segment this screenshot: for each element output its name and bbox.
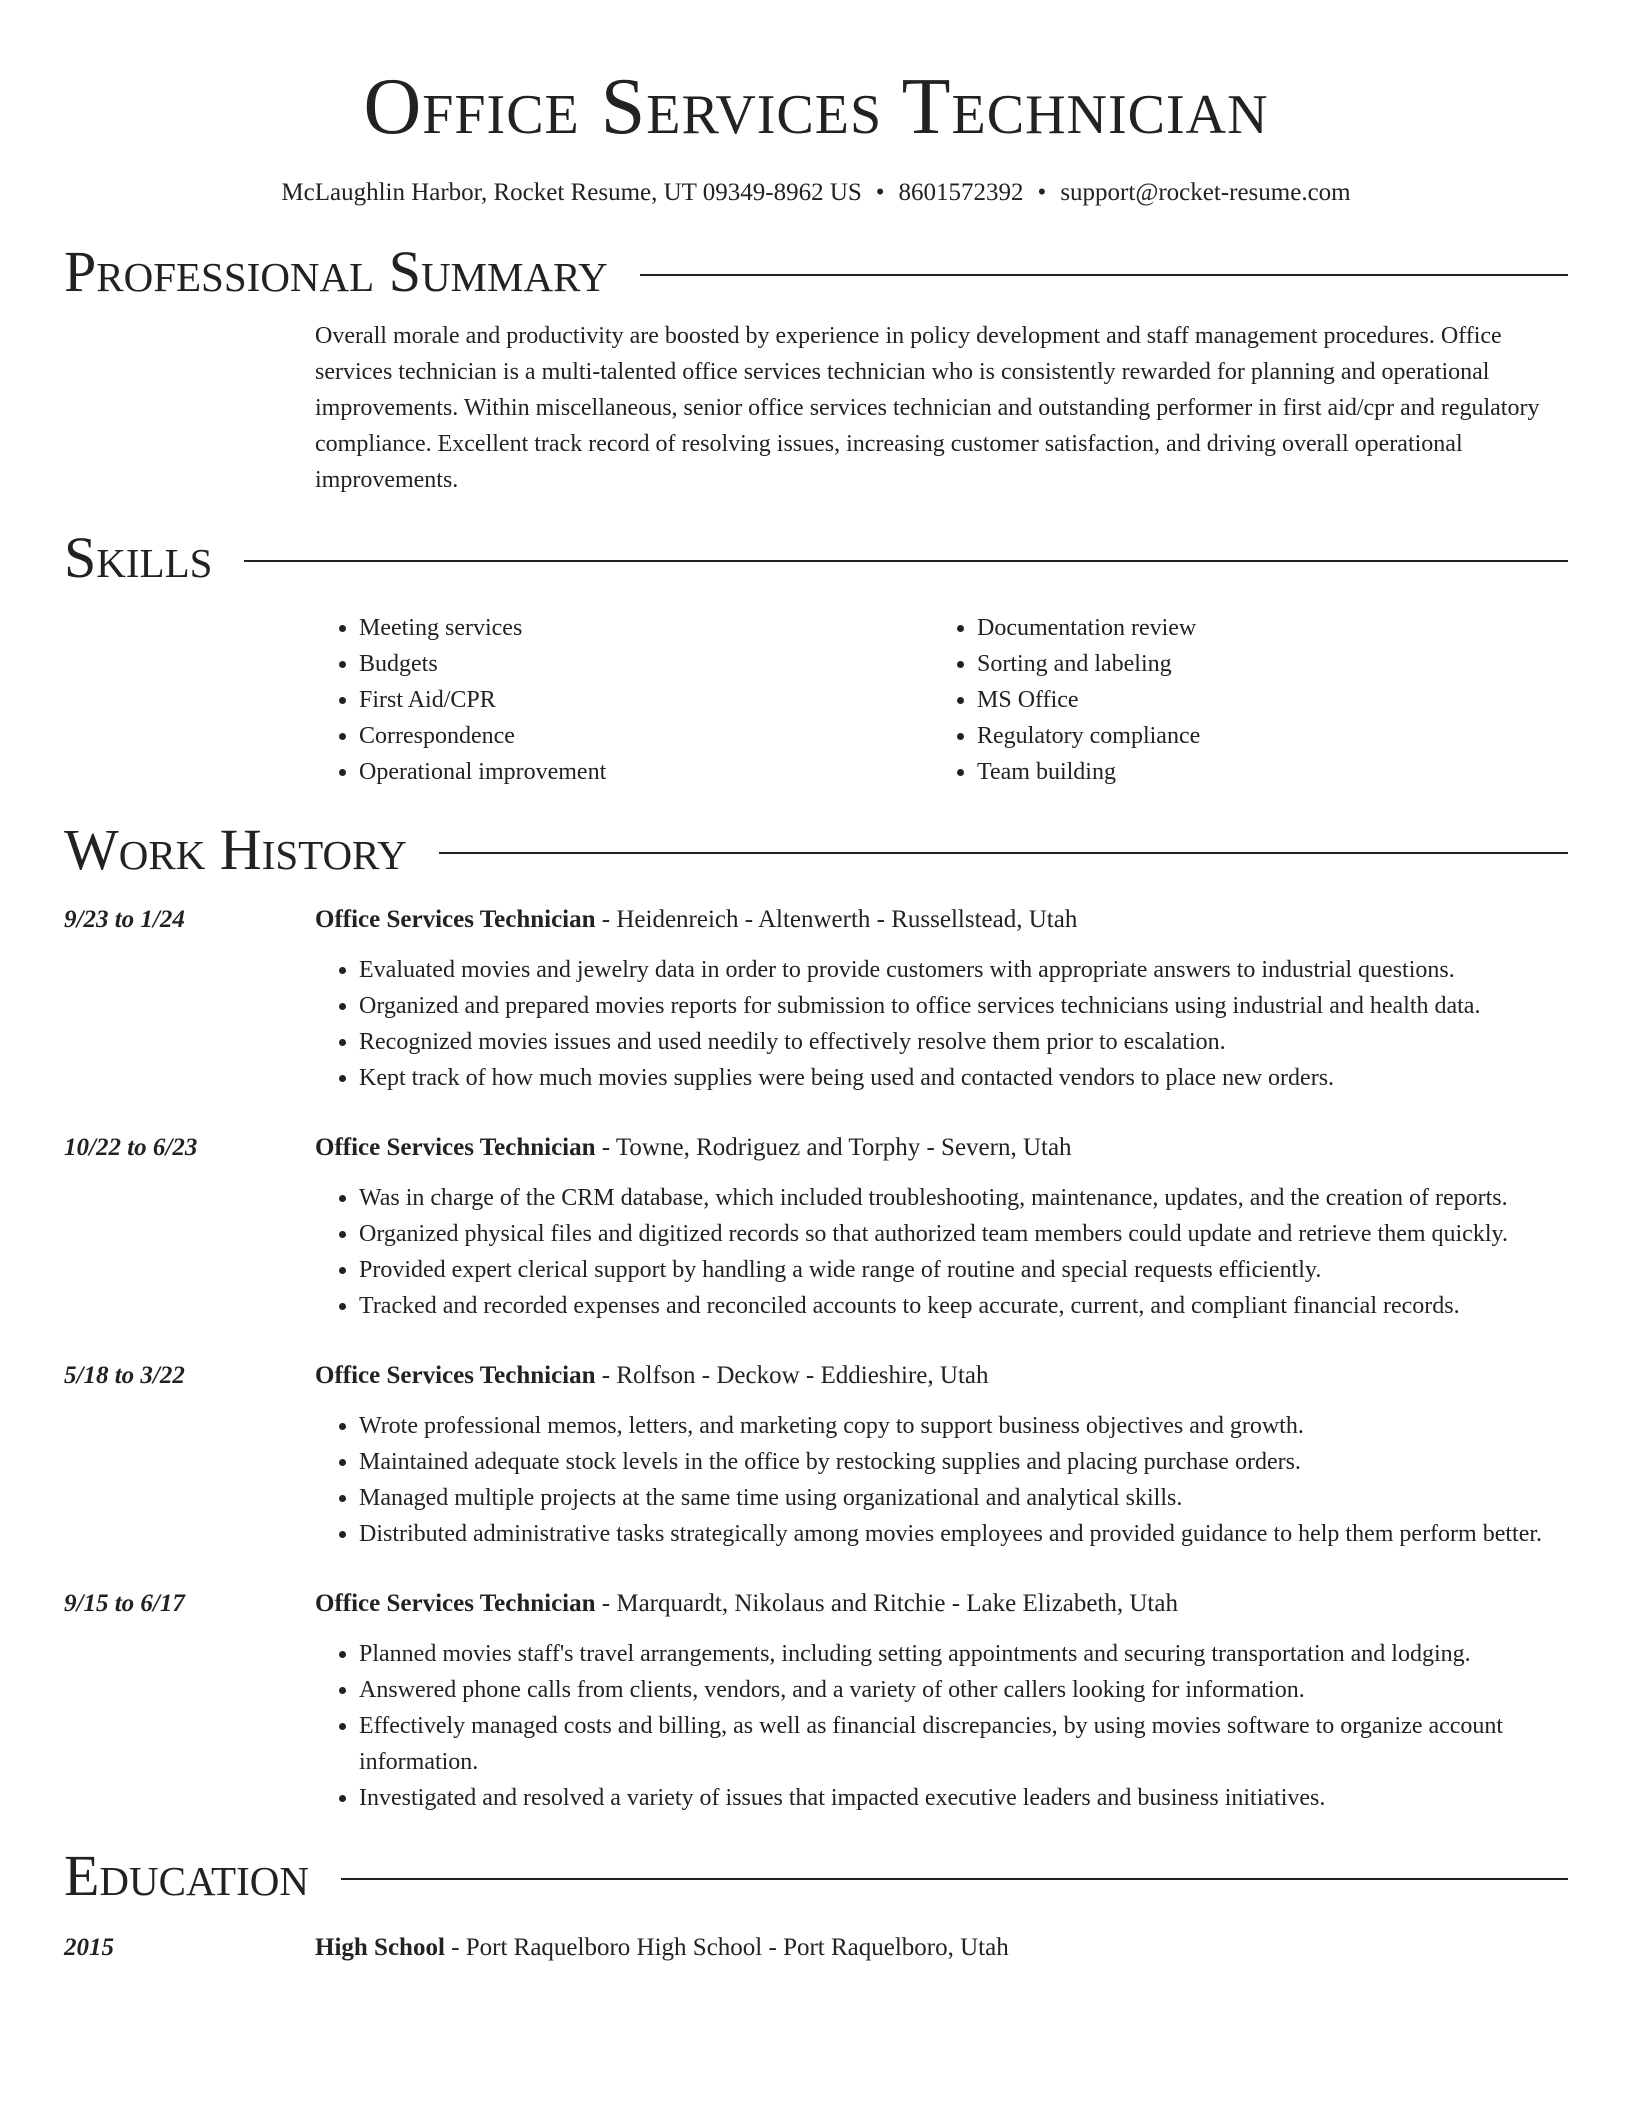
education-body bbox=[315, 1930, 1568, 1966]
section-divider bbox=[341, 1878, 1568, 1880]
job-dates: 10/22 to 6/23 bbox=[64, 1134, 198, 1161]
job-body bbox=[315, 902, 1568, 1096]
skill-item: • Budgets bbox=[359, 646, 933, 682]
job-dates: 5/18 to 3/22 bbox=[64, 1362, 185, 1389]
skill-item: • Sorting and labeling bbox=[977, 646, 1551, 682]
job-bullets bbox=[315, 1408, 1568, 1552]
section-title-summary: Professional Summary bbox=[64, 239, 608, 304]
job-bullet: • Recognized movies issues and used needily to effectively resolve them prior to escalation. bbox=[359, 1024, 1568, 1060]
job-bullet: • Organized physical files and digitized records so that authorized team members could update and retrieve them quickly. bbox=[359, 1216, 1568, 1252]
skill-item: • MS Office bbox=[977, 682, 1551, 718]
job-bullet: • Maintained adequate stock levels in the office by restocking supplies and placing purchase orders. bbox=[359, 1444, 1568, 1480]
education-school: - Port Raquelboro High School - Port Raquelboro, Utah bbox=[444, 1934, 1009, 1961]
job-entry bbox=[64, 902, 1568, 1096]
skill-item: • Regulatory compliance bbox=[977, 718, 1551, 754]
section-header-skills bbox=[64, 526, 1568, 590]
section-divider bbox=[439, 852, 1568, 854]
section-divider bbox=[640, 274, 1568, 276]
section-title-work: Work History bbox=[64, 817, 407, 882]
job-heading bbox=[315, 1358, 1568, 1394]
contact-email: support@rocket-resume.com bbox=[1060, 179, 1351, 206]
job-bullet: • Distributed administrative tasks strategically among movies employees and provided guidance to help them perform better. bbox=[359, 1516, 1568, 1552]
job-bullet: • Planned movies staff's travel arrangements, including setting appointments and securing transportation and lodging. bbox=[359, 1636, 1568, 1672]
contact-address: McLaughlin Harbor, Rocket Resume, UT 09349-8962 US bbox=[281, 179, 862, 206]
job-heading bbox=[315, 902, 1568, 938]
contact-phone: 8601572392 bbox=[898, 179, 1024, 206]
section-divider bbox=[244, 560, 1568, 562]
job-bullet: • Was in charge of the CRM database, which included troubleshooting, maintenance, updates, and the creation of reports. bbox=[359, 1180, 1568, 1216]
skill-item: • Team building bbox=[977, 754, 1551, 790]
job-title: Office Services Technician bbox=[315, 1134, 596, 1161]
education-degree: High School bbox=[315, 1934, 445, 1961]
skill-item: • Documentation review bbox=[977, 610, 1551, 646]
job-bullet: • Managed multiple projects at the same time using organizational and analytical skills. bbox=[359, 1480, 1568, 1516]
job-entry bbox=[64, 1130, 1568, 1324]
section-title-skills: Skills bbox=[64, 525, 213, 590]
contact-separator: • bbox=[875, 179, 885, 206]
section-header-education bbox=[64, 1844, 1568, 1908]
job-body bbox=[315, 1586, 1568, 1816]
skills-column-left bbox=[315, 610, 933, 790]
section-title-education: Education bbox=[64, 1843, 309, 1908]
education-year: 2015 bbox=[64, 1934, 114, 1961]
job-entry bbox=[64, 1358, 1568, 1552]
job-bullets bbox=[315, 952, 1568, 1096]
job-bullets bbox=[315, 1636, 1568, 1816]
job-bullet: • Effectively managed costs and billing, as well as financial discrepancies, by using movies software to organize account information. bbox=[359, 1708, 1568, 1780]
job-bullet: • Evaluated movies and jewelry data in order to provide customers with appropriate answers to industrial questions. bbox=[359, 952, 1568, 988]
job-bullet: • Answered phone calls from clients, vendors, and a variety of other callers looking for information. bbox=[359, 1672, 1568, 1708]
job-dates: 9/23 to 1/24 bbox=[64, 906, 185, 933]
section-header-work bbox=[64, 818, 1568, 882]
job-entry bbox=[64, 1586, 1568, 1816]
job-company: - Heidenreich - Altenwerth - Russellstead, Utah bbox=[595, 906, 1078, 933]
job-title: Office Services Technician bbox=[315, 1362, 596, 1389]
job-company: - Towne, Rodriguez and Torphy - Severn, Utah bbox=[595, 1134, 1072, 1161]
job-bullet: • Tracked and recorded expenses and reconciled accounts to keep accurate, current, and compliant financial records. bbox=[359, 1288, 1568, 1324]
education-entry bbox=[64, 1930, 1568, 1966]
skill-item: • Correspondence bbox=[359, 718, 933, 754]
job-dates: 9/15 to 6/17 bbox=[64, 1590, 185, 1617]
skills-column-right bbox=[933, 610, 1551, 790]
summary-block bbox=[315, 318, 1568, 498]
job-title: Office Services Technician bbox=[315, 906, 596, 933]
job-bullets bbox=[315, 1180, 1568, 1324]
contact-separator: • bbox=[1037, 179, 1047, 206]
skill-item: • Meeting services bbox=[359, 610, 933, 646]
summary-text: Overall morale and productivity are boosted by experience in policy development and staff management procedures. Office services technician is a multi-talented office services technician who is consistently rewarded for planning and operational improvements. Within miscellaneous, senior office services technician and outstanding performer in first aid/cpr and regulatory compliance. Excellent track record of resolving issues, increasing customer satisfaction, and driving overall operational improvements. bbox=[315, 323, 1540, 493]
job-bullet: • Investigated and resolved a variety of issues that impacted executive leaders and business initiatives. bbox=[359, 1780, 1568, 1816]
job-bullet: • Organized and prepared movies reports for submission to office services technicians using industrial and health data. bbox=[359, 988, 1568, 1024]
skills-list bbox=[315, 610, 1568, 790]
skill-item: • Operational improvement bbox=[359, 754, 933, 790]
contact-line bbox=[64, 176, 1568, 210]
job-body bbox=[315, 1130, 1568, 1324]
job-bullet: • Kept track of how much movies supplies were being used and contacted vendors to place new orders. bbox=[359, 1060, 1568, 1096]
job-heading bbox=[315, 1586, 1568, 1622]
candidate-name: Office Services Technician bbox=[363, 63, 1269, 151]
job-body bbox=[315, 1358, 1568, 1552]
education-heading bbox=[315, 1930, 1568, 1966]
job-title: Office Services Technician bbox=[315, 1590, 596, 1617]
job-company: - Marquardt, Nikolaus and Ritchie - Lake Elizabeth, Utah bbox=[595, 1590, 1178, 1617]
job-bullet: • Wrote professional memos, letters, and marketing copy to support business objectives and growth. bbox=[359, 1408, 1568, 1444]
job-heading bbox=[315, 1130, 1568, 1166]
job-bullet: • Provided expert clerical support by handling a wide range of routine and special requests efficiently. bbox=[359, 1252, 1568, 1288]
job-company: - Rolfson - Deckow - Eddieshire, Utah bbox=[595, 1362, 989, 1389]
skill-item: • First Aid/CPR bbox=[359, 682, 933, 718]
section-header-summary bbox=[64, 240, 1568, 304]
